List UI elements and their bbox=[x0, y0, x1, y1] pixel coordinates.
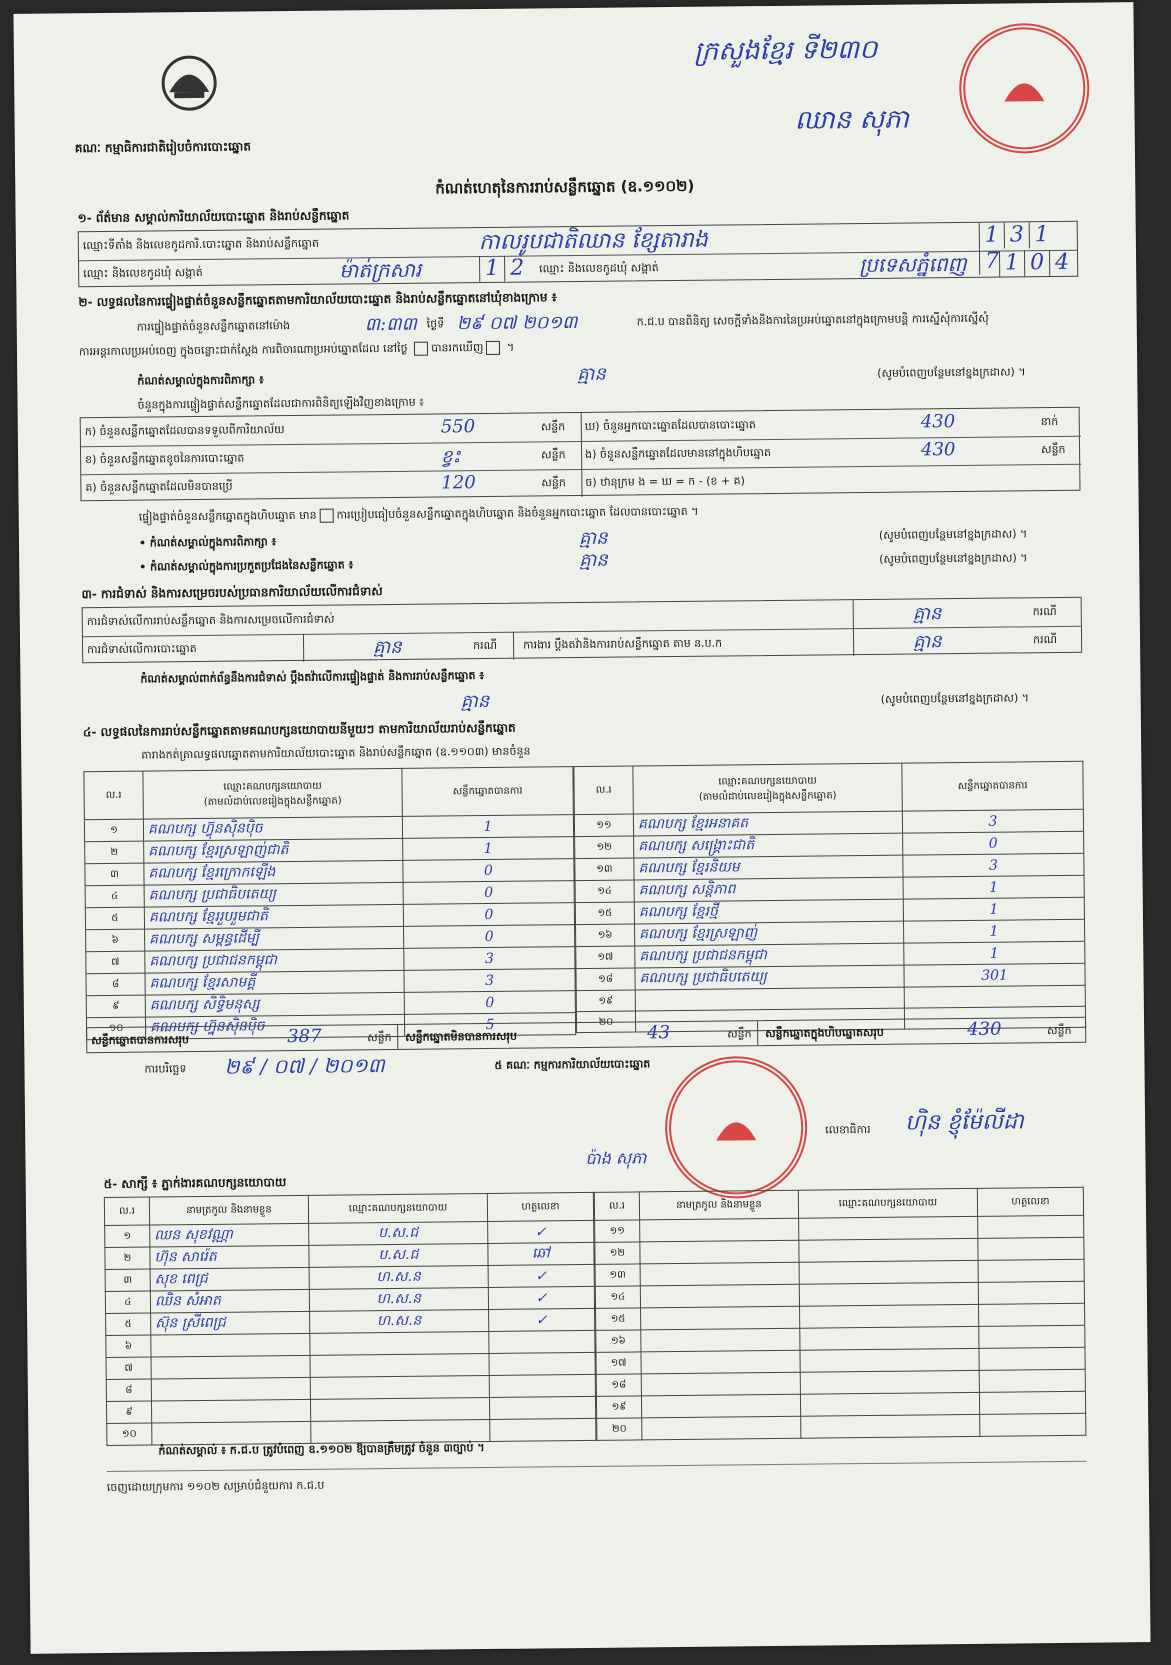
witness-left-cell: ប.ស.ជ bbox=[309, 1244, 488, 1268]
s2-line6-value: គ្មាន bbox=[578, 527, 608, 550]
witness-right-cell bbox=[979, 1391, 1085, 1414]
total-box-unit: សន្លឹក bbox=[1047, 1023, 1072, 1038]
result-left-cell: ១ bbox=[84, 819, 143, 842]
footer-line: ចេញដោយក្រុមការ ១១០២ សម្រាប់ជំនួយការ ក.ជ.ប bbox=[106, 1478, 325, 1495]
s2-line1-rest: ក.ជ.ប បានពិនិត្យ សេចក្តីទាំងនិងការនៃប្រអប់ឆ្នោតនៅក្នុងក្រោមបន្តិ ការស្នើសុំការស្នើសុំ bbox=[636, 311, 989, 329]
result-left-cell: គណបក្ស សិទ្ធិមនុស្ស bbox=[145, 992, 404, 1017]
checkbox-no[interactable] bbox=[486, 341, 500, 355]
s2-line7-label: • កំណត់សម្គាល់ក្នុងការប្រកួតប្រជែងនៃសន្លឹកឆ្នោត ៖ bbox=[139, 558, 354, 574]
count-e-label: ង) ចំនួនសន្លឹកឆ្នោតដែលមាននៅក្នុងហិបឆ្នោត bbox=[585, 446, 771, 461]
handwritten-name: ឈាន សុភា bbox=[794, 104, 910, 136]
result-left-cell: ៤ bbox=[85, 885, 144, 908]
witness-left-cell bbox=[489, 1396, 595, 1419]
result-right-cell: 0 bbox=[903, 831, 1084, 855]
total-valid-unit: សន្លឹក bbox=[367, 1031, 392, 1045]
result-left-cell: ៥ bbox=[85, 907, 144, 930]
w-col-sign: ហត្ថលេខា bbox=[487, 1192, 593, 1221]
witness-right-cell bbox=[979, 1347, 1085, 1370]
form-title: កំណត់ហេតុនៃការរាប់សន្លឹកឆ្នោត (ឧ.១១០២) bbox=[435, 176, 695, 198]
result-left-cell: 0 bbox=[404, 991, 575, 1015]
witness-left-cell: ✓ bbox=[489, 1308, 595, 1331]
witness-right-cell bbox=[979, 1325, 1085, 1348]
witness-right-cell: ១៤ bbox=[595, 1286, 640, 1308]
checkbox-yes[interactable] bbox=[414, 342, 428, 356]
witness-left-cell bbox=[489, 1374, 595, 1397]
document-sheet bbox=[13, 2, 1150, 1654]
row1-label: ឈ្មោះទីតាំង និងលេខកូដការិ.បោះឆ្នោត និងរាប់សន្លឹកឆ្នោត bbox=[82, 236, 320, 253]
witness-left-cell bbox=[489, 1352, 595, 1375]
witness-left-cell: ឈន សុខវណ្ណា bbox=[150, 1223, 309, 1247]
witness-left-cell bbox=[310, 1354, 489, 1378]
witness-left-cell: ✓ bbox=[488, 1220, 594, 1243]
total-invalid-label: សន្លឹកឆ្នោតមិនបានការសរុប bbox=[405, 1029, 517, 1044]
total-valid-value: 387 bbox=[287, 1025, 322, 1048]
count-c-unit: សន្លឹក bbox=[541, 476, 566, 490]
result-right-cell: ១៩ bbox=[576, 990, 635, 1012]
result-left-cell: 5 bbox=[404, 1013, 575, 1037]
results-table-right bbox=[573, 761, 1086, 1033]
witness-right-cell bbox=[978, 1281, 1084, 1304]
objection-row2b-value: គ្មាន bbox=[912, 631, 942, 653]
witness-right-cell bbox=[640, 1218, 799, 1242]
witness-right-cell bbox=[800, 1392, 979, 1416]
result-right-cell: គណបក្ស ខ្មែរអនាគត bbox=[633, 811, 902, 836]
result-left-cell: 3 bbox=[404, 947, 575, 971]
witness-right-cell bbox=[800, 1370, 979, 1394]
counts-box bbox=[80, 407, 1081, 501]
witness-left-cell bbox=[310, 1376, 489, 1400]
section5-heading: ៥- សាក្សី ៖ ភ្នាក់ងារគណបក្សនយោបាយ bbox=[103, 1175, 287, 1192]
s2-time: ៣:៣៣ bbox=[364, 313, 418, 336]
s2-line6-label: • កំណត់សម្គាល់ក្នុងការពិភាក្សា ៖ bbox=[138, 535, 277, 550]
row2-label: ឈ្មោះ និងលេខកូដឃុំ សង្កាត់ bbox=[83, 265, 203, 281]
result-left-cell: ១០ bbox=[86, 1017, 145, 1040]
count-e-value: 430 bbox=[920, 439, 956, 461]
row2-value: ម៉ាត់ក្រសារ bbox=[339, 257, 422, 283]
w-col-name-right: នាមត្រកូល និងនាមខ្លួន bbox=[639, 1190, 798, 1220]
count-b-value: ខ្វះ bbox=[440, 446, 461, 468]
result-left-cell: គណបក្ស សម្ពន្ធដើម្បី bbox=[145, 926, 404, 951]
result-left-cell: គណបក្ស ខ្មែរស្រឡាញ់ជាតិ bbox=[144, 838, 403, 863]
witness-left-cell: ហ.ស.ន bbox=[310, 1310, 489, 1334]
col-votes-right: សន្លឹកឆ្នោតបានការ bbox=[902, 761, 1083, 811]
count-a-unit: សន្លឹក bbox=[540, 420, 566, 434]
s2-line5: ផ្ទៀងផ្ទាត់ចំនួនសន្លឹកឆ្នោតក្នុងហិបឆ្នោត មាន ការប្រៀបធៀបចំនួនសន្លឹកឆ្នោតក្នុងហិបឆ្នោត និងចំនួនអ្នកបោះឆ្នោត ដែលបានបោះឆ្នោត ។ bbox=[138, 504, 699, 524]
witness-left-cell: ឈិន សំអាត bbox=[150, 1289, 309, 1313]
witness-right-cell: ១៥ bbox=[596, 1308, 641, 1330]
total-box-value: 430 bbox=[967, 1018, 1002, 1040]
witness-right-cell: ១១ bbox=[595, 1220, 640, 1242]
witness-right-cell bbox=[641, 1394, 800, 1418]
witness-right-cell bbox=[641, 1372, 800, 1396]
witness-left-cell: ✓ bbox=[488, 1264, 594, 1287]
witness-right-cell bbox=[640, 1284, 799, 1308]
witness-right-cell: ១៦ bbox=[596, 1330, 641, 1352]
witness-right-cell bbox=[978, 1215, 1084, 1238]
witness-right-cell bbox=[800, 1304, 979, 1328]
result-right-cell: 1 bbox=[903, 897, 1084, 921]
witness-table-left bbox=[104, 1192, 597, 1446]
witness-left-cell: ឆៅ bbox=[488, 1242, 594, 1265]
result-right-cell: គណបក្ស ប្រជាជនកម្ពុជា bbox=[635, 943, 904, 968]
row1-value: កាលរូបជាតិឈាន ខ្សែតារាង bbox=[478, 227, 708, 256]
witness-left-cell: ៤ bbox=[105, 1291, 150, 1313]
witness-right-cell bbox=[640, 1262, 799, 1286]
result-right-cell: ១៣ bbox=[575, 858, 634, 881]
date-value: ២៩ / ០៧ / ២០១៣ bbox=[224, 1053, 385, 1079]
result-left-cell: 1 bbox=[403, 837, 574, 861]
result-right-cell: 1 bbox=[903, 919, 1084, 943]
emblem-icon bbox=[154, 52, 225, 115]
witness-left-cell: សុខ ពេជ្រ bbox=[150, 1267, 309, 1291]
result-left-cell: ៩ bbox=[86, 995, 145, 1018]
count-c-label: គ) ចំនួនសន្លឹកឆ្នោតដែលមិនបានប្រើ bbox=[85, 479, 233, 495]
witness-right-cell bbox=[641, 1350, 800, 1374]
result-left-cell: 1 bbox=[402, 815, 573, 839]
result-left-cell: គណបក្ស ខ្មែរក្រោកឡើង bbox=[144, 860, 403, 885]
objection-row2b-label: ការងារ ប្តឹងតវ៉ានិងការរាប់សន្លឹកឆ្នោត តាម ន.ប.ក bbox=[523, 636, 723, 652]
w-col-party: ឈ្មោះគណបក្សនយោបាយ bbox=[308, 1194, 487, 1224]
count-a-value: 550 bbox=[440, 416, 476, 438]
count-d-unit: នាក់ bbox=[1040, 414, 1059, 429]
result-right-cell: ១២ bbox=[575, 836, 634, 859]
witness-left-cell bbox=[490, 1418, 596, 1441]
s2-line2: ការអន្តរកាលប្រអប់ចេញ ក្នុងចន្លោះជាក់ស្តែង ការពិចារណាប្រអប់ឆ្នោតដែល នៅថ្ងៃ បានរកឃើញ ។ bbox=[78, 340, 515, 359]
count-d-value: 430 bbox=[920, 411, 956, 433]
total-invalid-unit: សន្លឹក bbox=[727, 1027, 752, 1041]
s2-line3-value: គ្មាន bbox=[577, 363, 606, 386]
secretary-label: លេខាធិការ bbox=[825, 1122, 871, 1137]
result-right-cell: ១៦ bbox=[576, 924, 635, 947]
result-right-cell: 1 bbox=[903, 875, 1084, 899]
total-invalid-value: 43 bbox=[647, 1022, 671, 1044]
footer-note: កំណត់សម្គាល់ ៖ ក.ជ.ប ត្រូវបំពេញ ឧ.១១០២ ឱ្យបានត្រឹមត្រូវ ចំនួន ៣ច្បាប់ ។ bbox=[158, 1441, 485, 1458]
w-col-sign-right: ហត្ថលេខា bbox=[977, 1187, 1083, 1216]
witness-left-cell bbox=[152, 1421, 311, 1445]
witness-right-cell: ១៨ bbox=[596, 1374, 641, 1396]
count-c-value: 120 bbox=[441, 472, 476, 494]
witness-table-right bbox=[594, 1187, 1087, 1441]
count-formula: ច) ឋានុក្រម ង = ឃ = ក - (ខ + គ) bbox=[585, 474, 745, 489]
handwritten-top: ក្រសួងខ្មែរ ទី២៣០ bbox=[693, 34, 878, 67]
result-right-cell: 3 bbox=[902, 809, 1083, 833]
witness-left-row bbox=[107, 1418, 596, 1445]
witness-left-cell bbox=[151, 1377, 310, 1401]
objections-box bbox=[82, 597, 1083, 663]
result-left-cell: គណបក្ស ហ្វ៊ុនស៊ិនប៉ិច bbox=[145, 1014, 404, 1039]
result-right-cell: 301 bbox=[904, 963, 1085, 987]
s3-line: កំណត់សម្គាល់ពាក់ព័ន្ធនឹងការជំទាស់ ប្តឹងតវ៉ាលើការផ្ទៀងផ្ទាត់ និងការរាប់សន្លឹកឆ្នោត ៖ bbox=[140, 669, 485, 686]
result-right-cell: ១៨ bbox=[576, 968, 635, 991]
witness-right-cell bbox=[800, 1348, 979, 1372]
w-col-no-right: ល.រ bbox=[594, 1192, 639, 1220]
footer-divider bbox=[107, 1461, 1087, 1472]
witness-left-cell: ស៊ុន ស្រីពេជ្រ bbox=[151, 1311, 310, 1335]
results-table-left bbox=[83, 766, 576, 1040]
s2-date-label: ថ្ងៃទី bbox=[426, 317, 445, 331]
result-left-cell: ២ bbox=[85, 841, 144, 864]
section4-heading: ៤- លទ្ធផលនៃការរាប់សន្លឹកឆ្នោតតាមគណបក្សនយោបាយនីមួយៗ តាមការិយាល័យរាប់សន្លឹកឆ្នោត bbox=[82, 720, 516, 740]
result-left-cell: គណបក្ស ខ្មែរសាមគ្គី bbox=[145, 970, 404, 995]
s2-line1: ការផ្ទៀងផ្ទាត់ចំនួនសន្លឹកឆ្នោតនៅម៉ោង bbox=[136, 319, 291, 334]
witness-left-cell: ៧ bbox=[106, 1357, 151, 1379]
result-right-cell: គណបក្ស សង្គ្រោះជាតិ bbox=[634, 833, 903, 858]
witness-left-cell: ប.ស.ជ bbox=[309, 1222, 488, 1246]
official-stamp-bottom bbox=[664, 1056, 807, 1199]
result-right-cell: គណបក្ស ខ្មែរស្រឡាញ់ bbox=[635, 921, 904, 946]
witness-right-cell: ១៧ bbox=[596, 1352, 641, 1374]
count-d-label: ឃ) ចំនួនអ្នកបោះឆ្នោតដែលបានបោះឆ្នោត bbox=[584, 418, 756, 433]
witness-right-cell: ១៣ bbox=[595, 1264, 640, 1286]
result-right-cell bbox=[904, 985, 1085, 1008]
official-stamp-top bbox=[959, 23, 1090, 154]
secretary-signature: ហ៊ិន ខ្ញុំម៉ែលីដា bbox=[904, 1109, 1024, 1136]
witness-left-cell: ហ.ស.ន bbox=[309, 1288, 488, 1312]
result-left-cell: 0 bbox=[403, 903, 574, 927]
row2-value-b: ប្រទេសភ្នំពេញ bbox=[858, 251, 967, 278]
witness-left-cell: ១ bbox=[105, 1225, 150, 1247]
witness-left-cell: ✓ bbox=[488, 1286, 594, 1309]
objection-row2a-label: ការជំទាស់លើការបោះឆ្នោត bbox=[87, 642, 197, 657]
witness-right-cell bbox=[799, 1216, 978, 1240]
witness-left-cell: ៦ bbox=[106, 1335, 151, 1357]
s2-line6-note: (សូមបំពេញបន្ថែមនៅខ្នងក្រដាស) ។ bbox=[878, 527, 1028, 542]
row2-digits-a: 1 2 bbox=[479, 256, 529, 283]
witness-left-cell: ៥ bbox=[106, 1313, 151, 1335]
count-b-unit: សន្លឹក bbox=[541, 448, 566, 462]
witness-right-cell: ១៩ bbox=[596, 1396, 641, 1418]
result-right-cell: 1 bbox=[904, 941, 1085, 965]
witness-right-cell bbox=[640, 1240, 799, 1264]
s2-line7-note: (សូមបំពេញបន្ថែមនៅខ្នងក្រដាស) ។ bbox=[879, 551, 1028, 566]
result-right-cell: គណបក្ស ខ្មែរថ្មី bbox=[634, 899, 903, 924]
chair-label: ៥ គណៈ កម្មការការិយាល័យបោះឆ្នោត bbox=[494, 1057, 651, 1072]
result-left-cell: 3 bbox=[404, 969, 575, 993]
col-no: ល.រ bbox=[84, 771, 143, 820]
witness-right-cell bbox=[799, 1282, 978, 1306]
col-party-right: ឈ្មោះគណបក្សនយោបាយ (តាមលំដាប់លេខរៀងក្នុងសន្លឹកឆ្នោត) bbox=[633, 763, 902, 814]
result-right-cell: ១៧ bbox=[576, 946, 635, 969]
s2-date: ២៩ ០៧ ២០១៣ bbox=[456, 312, 578, 335]
witness-left-cell bbox=[310, 1332, 489, 1356]
chair-signature: ប៉ាង សុភា bbox=[585, 1148, 647, 1168]
s2-line7-value: គ្មាន bbox=[579, 549, 608, 572]
result-right-cell: ១១ bbox=[574, 814, 633, 837]
result-right-cell: គណបក្ស ខ្មែរនិយម bbox=[634, 855, 903, 880]
row2-digits-b: 1 0 4 bbox=[999, 250, 1074, 277]
result-right-cell: ១៤ bbox=[575, 880, 634, 903]
result-right-cell: គណបក្ស សន្តិភាព bbox=[634, 877, 903, 902]
s4-subline: តារាងកត់ត្រាលទ្ធផលឆ្នោតតាមការិយាល័យបោះឆ្នោត និងរាប់សន្លឹកឆ្នោត (ឧ.១១០៣) មានចំនួន bbox=[141, 744, 531, 762]
objection-row1-value: គ្មាន bbox=[912, 603, 942, 625]
witness-left-cell: ហ៊ុន សារ៉េត bbox=[150, 1245, 309, 1269]
witness-right-cell bbox=[978, 1237, 1084, 1260]
org-name: គណៈ កម្មាធិការជាតិរៀបចំការបោះឆ្នោត bbox=[74, 139, 251, 156]
s3-line-value: គ្មាន bbox=[460, 690, 490, 713]
count-a-label: ក) ចំនួនសន្លឹកឆ្នោតដែលបានទទួលពីការិយាល័យ bbox=[84, 423, 285, 439]
witness-left-cell bbox=[310, 1398, 489, 1422]
section1-heading: ១- ព័ត៌មាន សម្គាល់ការិយាល័យបោះឆ្នោត និងរាប់សន្លឹកឆ្នោត bbox=[77, 208, 350, 226]
witness-right-cell: ១២ bbox=[595, 1242, 640, 1264]
checkbox-has[interactable] bbox=[319, 509, 333, 523]
witness-left-cell: ២ bbox=[105, 1247, 150, 1269]
col-party: ឈ្មោះគណបក្សនយោបាយ (តាមលំដាប់លេខរៀងក្នុងសន្លឹកឆ្នោត) bbox=[143, 768, 402, 819]
witness-right-cell bbox=[800, 1326, 979, 1350]
witness-right-cell bbox=[801, 1414, 980, 1438]
witness-left-cell bbox=[151, 1355, 310, 1379]
witness-right-cell bbox=[979, 1369, 1085, 1392]
objection-row1-label: ការជំទាស់លើការរាប់សន្លឹកឆ្នោត និងការសម្រេចលើការជំទាស់ bbox=[86, 612, 335, 629]
result-left-cell: គណបក្ស ហ៊្វុនស៊ិនប៉ិច bbox=[143, 816, 402, 841]
witness-right-cell bbox=[980, 1413, 1086, 1436]
total-box-label: សន្លឹកឆ្នោតក្នុងហិបឆ្នោតសរុប bbox=[765, 1025, 884, 1041]
witness-left-cell bbox=[311, 1419, 490, 1443]
section1-box bbox=[78, 221, 1079, 287]
result-left-cell: គណបក្ស ខ្មែររួបរួមជាតិ bbox=[144, 904, 403, 929]
witness-right-cell bbox=[979, 1303, 1085, 1326]
witness-right-cell bbox=[641, 1306, 800, 1330]
row1-digits: 1 3 17 bbox=[979, 222, 1078, 275]
col-votes: សន្លឹកឆ្នោតបានការ bbox=[402, 767, 573, 817]
objection-row1-unit: ករណី bbox=[1032, 605, 1057, 619]
result-left-cell: គណបក្ស ប្រជាធិបតេយ្យ bbox=[144, 882, 403, 907]
s2-line3-note: (សូមបំពេញបន្ថែមនៅខ្នងក្រដាស) ។ bbox=[877, 365, 1026, 380]
witness-right-row bbox=[597, 1413, 1086, 1440]
result-left-cell: គណបក្ស ប្រជាជនកម្ពុជា bbox=[145, 948, 404, 973]
witness-left-cell bbox=[489, 1330, 595, 1353]
section2-heading: ២- លទ្ធផលនៃការផ្ទៀងផ្ទាត់ចំនួនសន្លឹកឆ្នោតតាមការិយាល័យបោះឆ្នោត និងរាប់សន្លឹកឆ្នោតនៅឃុំខាងក្រោម ៖ bbox=[78, 290, 557, 310]
witness-left-cell bbox=[151, 1399, 310, 1423]
count-e-unit: សន្លឹក bbox=[1040, 442, 1066, 457]
witness-left-cell bbox=[151, 1333, 310, 1357]
s3-note: (សូមបំពេញបន្ថែមនៅខ្នងក្រដាស) ។ bbox=[880, 691, 1030, 706]
result-left-cell: 0 bbox=[403, 881, 574, 905]
s2-line3-label: កំណត់សម្គាល់ក្នុងការពិភាក្សា ៖ bbox=[137, 373, 264, 388]
witness-right-cell bbox=[641, 1328, 800, 1352]
result-right-cell bbox=[635, 987, 904, 1011]
witness-left-cell: ៩ bbox=[106, 1401, 151, 1423]
result-left-cell: ៣ bbox=[85, 863, 144, 886]
result-right-cell: 3 bbox=[903, 853, 1084, 877]
w-col-name: នាមត្រកូល និងនាមខ្លួន bbox=[149, 1195, 308, 1225]
result-left-cell: ៧ bbox=[86, 951, 145, 974]
witness-left-cell: ១០ bbox=[107, 1423, 152, 1445]
result-right-cell: ២០ bbox=[576, 1011, 635, 1033]
s2-line4: ចំនួនក្នុងការផ្ទៀងផ្ទាត់សន្លឹកឆ្នោតដែលជាការពិនិត្យឡើងវិញខាងក្រោម ៖ bbox=[137, 395, 425, 412]
section3-heading: ៣- ការជំទាស់ និងការសម្រេចរបស់ប្រធានការិយាល័យលើការជំទាស់ bbox=[81, 584, 383, 602]
total-valid-label: សន្លឹកឆ្នោតបានការសរុប bbox=[91, 1033, 190, 1048]
result-left-cell: 0 bbox=[403, 859, 574, 883]
result-left-cell: ៨ bbox=[86, 973, 145, 996]
witness-left-cell: ៨ bbox=[106, 1379, 151, 1401]
witness-right-cell bbox=[799, 1260, 978, 1284]
result-right-cell: ១៥ bbox=[575, 902, 634, 925]
date-label: ការបរិច្ឆេទ bbox=[144, 1062, 187, 1076]
witness-right-cell bbox=[642, 1416, 801, 1440]
witness-left-cell: ៣ bbox=[105, 1269, 150, 1291]
witness-left-cell: ហ.ស.ន bbox=[309, 1266, 488, 1290]
witness-right-cell bbox=[978, 1259, 1084, 1282]
count-b-label: ខ) ចំនួនសន្លឹកឆ្នោតខូចនៃការបោះឆ្នោត bbox=[85, 451, 245, 467]
row2-label-b: ឈ្មោះ និងលេខកូដឃុំ សង្កាត់ bbox=[539, 261, 659, 276]
result-left-cell: ៦ bbox=[86, 929, 145, 952]
result-left-cell: 0 bbox=[404, 925, 575, 949]
result-right-cell: គណបក្ស ប្រជាធិបតេយ្យ bbox=[635, 965, 904, 990]
objection-row2a-value: គ្មាន bbox=[372, 636, 402, 659]
w-col-party-right: ឈ្មោះគណបក្សនយោបាយ bbox=[798, 1188, 977, 1218]
w-col-no: ល.រ bbox=[104, 1197, 149, 1225]
witness-right-cell: ២០ bbox=[597, 1418, 642, 1440]
objection-row2b-unit: ករណី bbox=[1032, 633, 1058, 647]
witness-right-cell bbox=[799, 1238, 978, 1262]
objection-row2a-unit: ករណី bbox=[473, 638, 498, 653]
col-no-right: ល.រ bbox=[574, 766, 633, 815]
